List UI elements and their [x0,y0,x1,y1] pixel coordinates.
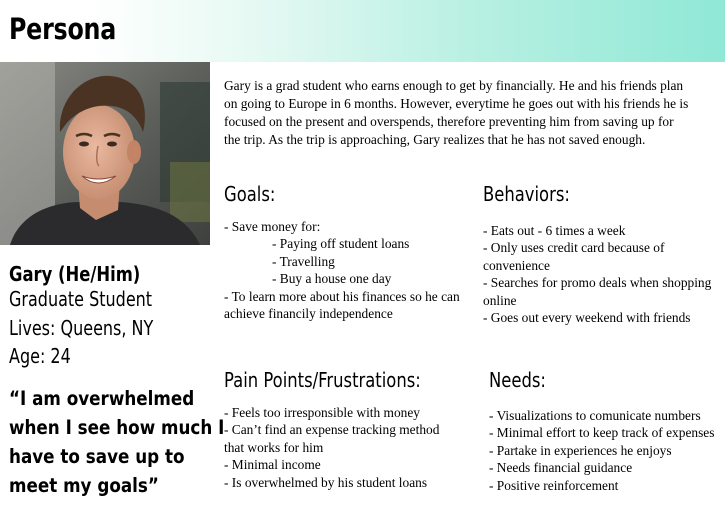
list-item: that works for him [224,439,324,455]
list-item: - Can’t find an expense tracking method [224,422,440,438]
list-item: - Searches for promo deals when shopping [483,275,712,291]
persona-age: Age: 24 [9,344,71,368]
quote-line: have to save up to [9,445,185,468]
list-item: - Travelling [272,253,335,269]
persona-photo [0,62,210,245]
goals-heading: Goals: [224,182,276,206]
portrait-photo-icon [0,62,210,245]
list-item: - Goes out every weekend with friends [483,310,691,326]
list-item: convenience [483,257,550,273]
list-item: - Buy a house one day [272,271,392,287]
list-item: online [483,292,517,308]
behaviors-list [483,222,711,326]
intro-line: focused on the present and overspends, therefore preventing him from saving up for [224,114,674,129]
list-item: - Paying off student loans [272,236,410,252]
intro-line: the trip. As the trip is approaching, Gary realizes that he has not saved enough. [224,132,646,147]
list-item: - Needs financial guidance [489,460,633,476]
pain-points-list [224,404,439,491]
list-item: - Feels too irresponsible with money [224,405,420,420]
needs-list [489,407,714,494]
list-item: achieve financily independence [224,306,393,322]
needs-heading: Needs: [489,368,546,392]
quote-line: when I see how much I [9,416,225,439]
list-item: - To learn more about his finances so he can [224,288,460,304]
persona-quote [9,384,225,500]
list-item: - Visualizations to comunicate numbers [489,408,701,423]
persona-name: Gary (He/Him) [9,262,141,286]
quote-line: “I am overwhelmed [9,387,195,410]
list-item: - Partake in experiences he enjoys [489,442,672,458]
quote-line: meet my goals” [9,474,159,497]
persona-location: Lives: Queens, NY [9,316,154,340]
list-item: - Is overwhelmed by his student loans [224,474,428,490]
intro-line: Gary is a grad student who earns enough to get by financially. He and his friends plan [224,78,684,93]
pain-points-heading: Pain Points/Frustrations: [224,368,421,392]
persona-intro [224,77,716,149]
page-title: Persona [9,12,117,46]
intro-line: on going to Europe in 6 months. However, everytime he goes out with his friends he is [224,96,689,111]
list-item: - Eats out - 6 times a week [483,223,626,238]
list-item: - Positive reinforcement [489,477,619,493]
goals-list [224,218,460,322]
list-item: - Save money for: [224,219,321,234]
list-item: - Only uses credit card because of [483,240,665,256]
persona-occupation: Graduate Student [9,287,153,311]
behaviors-heading: Behaviors: [483,182,570,206]
list-item: - Minimal income [224,457,321,473]
list-item: - Minimal effort to keep track of expenses [489,425,715,441]
